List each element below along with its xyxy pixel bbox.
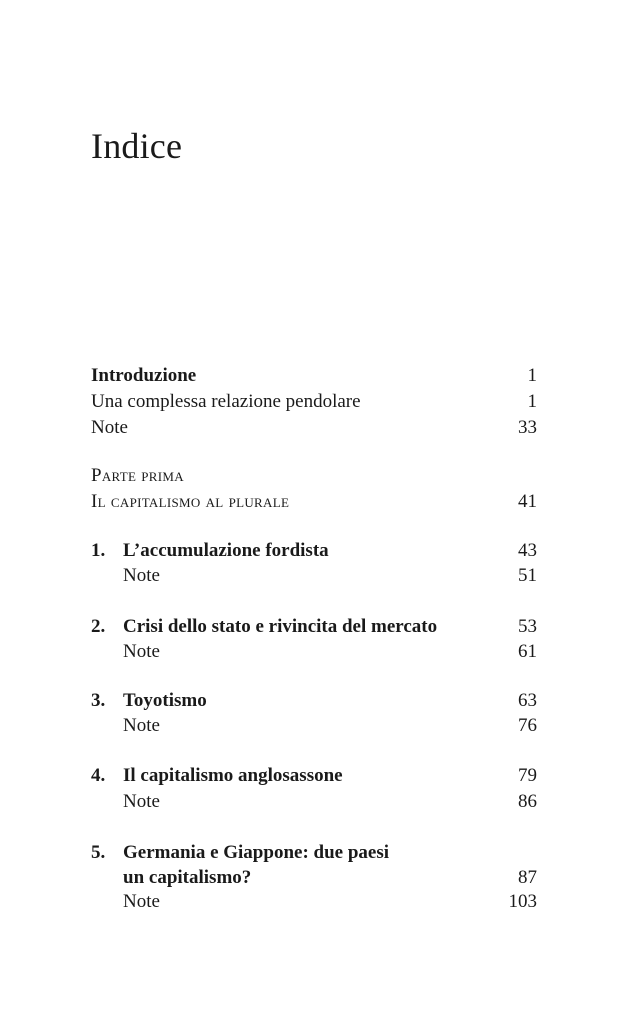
chapter-title: Il capitalismo anglosassone [123, 765, 343, 786]
toc-entry-page: 103 [508, 891, 537, 912]
toc-entry-page: 1 [527, 391, 537, 412]
toc-entry-page: 1 [527, 365, 537, 386]
toc-entry-chapter-3-note[interactable] [91, 713, 537, 739]
toc-entry-chapter-5-note[interactable] [91, 889, 537, 915]
toc-entry-page: 76 [518, 715, 537, 736]
toc-entry-page: 79 [518, 765, 537, 786]
toc-entry-page: 51 [518, 565, 537, 586]
chapter-number: 3. [91, 690, 106, 711]
toc-entry-part-title[interactable] [91, 489, 537, 515]
toc-entry-label: Introduzione [91, 365, 197, 386]
toc-entry-introduzione[interactable] [91, 363, 537, 389]
toc-entry-page: 61 [518, 641, 537, 662]
page-title: Indice [91, 126, 183, 166]
toc-entry-label: Note [91, 417, 128, 438]
toc-entry-chapter-5[interactable] [91, 840, 537, 866]
chapter-title: Crisi dello stato e rivincita del mercato [123, 616, 438, 637]
toc-entry-chapter-1[interactable] [91, 538, 537, 564]
toc-entry-chapter-4-note[interactable] [91, 789, 537, 815]
toc-entry-label: Una complessa relazione pendolare [91, 391, 361, 412]
toc-entry-chapter-3[interactable] [91, 688, 537, 714]
note-label: Note [123, 641, 160, 662]
chapter-number: 4. [91, 765, 106, 786]
toc-entry-intro-note[interactable] [91, 415, 537, 441]
toc-entry-page: 41 [518, 491, 537, 512]
toc-entry-page: 43 [518, 540, 537, 561]
chapter-title: Germania e Giappone: due paesi [123, 842, 390, 863]
part-title: Il capitalismo al plurale [91, 491, 290, 512]
note-label: Note [123, 791, 160, 812]
toc-entry-page: 87 [518, 867, 537, 888]
toc-entry-page: 53 [518, 616, 537, 637]
toc-entry-page: 63 [518, 690, 537, 711]
toc-entry-relazione-pendolare[interactable] [91, 389, 537, 415]
toc-entry-chapter-5-cont[interactable] [91, 865, 537, 891]
note-label: Note [123, 891, 160, 912]
chapter-number: 5. [91, 842, 106, 863]
toc-entry-page: 86 [518, 791, 537, 812]
toc-entry-chapter-2[interactable] [91, 614, 537, 640]
toc-entry-page: 33 [518, 417, 537, 438]
chapter-number: 2. [91, 616, 106, 637]
toc-entry-chapter-2-note[interactable] [91, 639, 537, 665]
chapter-title-continued: un capitalismo? [123, 867, 252, 888]
chapter-title: Toyotismo [123, 690, 207, 711]
toc-entry-chapter-4[interactable] [91, 763, 537, 789]
note-label: Note [123, 565, 160, 586]
part-heading [91, 463, 537, 489]
chapter-number: 1. [91, 540, 106, 561]
toc-entry-chapter-1-note[interactable] [91, 563, 537, 589]
part-label: Parte prima [91, 465, 184, 486]
chapter-title: L’accumulazione fordista [123, 540, 329, 561]
note-label: Note [123, 715, 160, 736]
